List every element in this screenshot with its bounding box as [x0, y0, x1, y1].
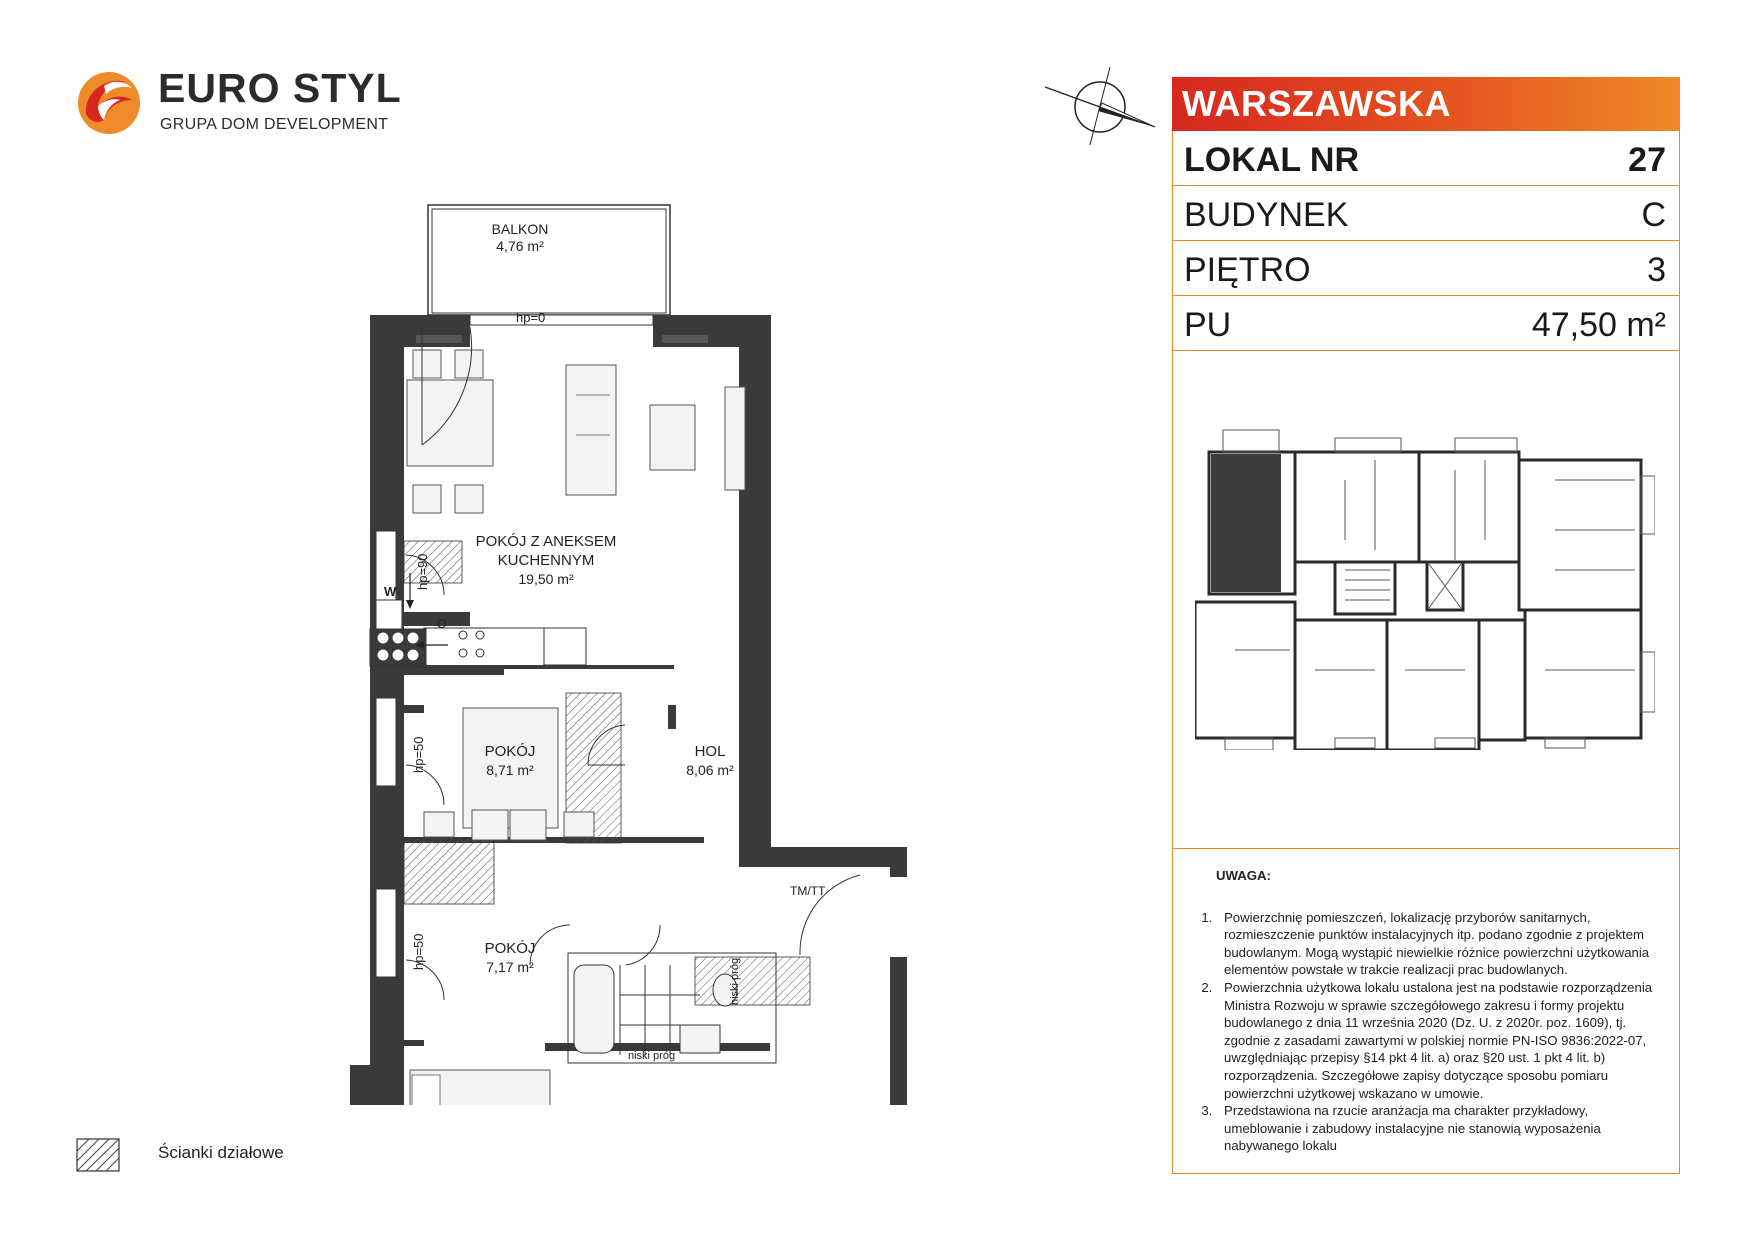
room2-area: 7,17 m²: [486, 959, 534, 975]
building-key-plan-drawing: [1195, 420, 1655, 750]
note-item: 3. Przedstawiona na rzucie aranżacja ma charakter przykładowy, umeblowanie i zabudowy instalacyjne nie stanowią wyposażenia nabywanego lokalu: [1216, 1102, 1668, 1155]
row-label: PU: [1184, 306, 1232, 344]
living-room-area: 19,50 m²: [518, 571, 574, 587]
living-room-label-2: KUCHENNYM: [497, 552, 595, 569]
notes-section: [1188, 867, 1668, 1155]
hp90-label: hp=90: [415, 553, 430, 590]
room1-label: POKÓJ: [484, 743, 536, 760]
floor-plan: [340, 195, 920, 1105]
notes-title: UWAGA:: [1216, 868, 1271, 883]
investment-header: [1172, 77, 1680, 131]
partition-wall-swatch: [76, 1138, 120, 1172]
row-label: PIĘTRO: [1184, 251, 1311, 289]
note-item: 1. Powierzchnię pomieszczeń, lokalizację przyborów sanitarnych, rozmieszczenie punktów instalacyjnych itp. podano zgodnie z projektem budowlanym. Mogą wystąpić niewielkie różnice powierzchni użytkowania elementów powstałe w trakcie realizacji prac budowlanych.: [1216, 909, 1668, 979]
row-floor: [1172, 241, 1680, 296]
brand-tagline: GRUPA DOM DEVELOPMENT: [160, 116, 389, 133]
row-usable-area: [1172, 296, 1680, 351]
balcony-outline: [428, 205, 670, 315]
row-label: BUDYNEK: [1184, 196, 1349, 234]
row-value: C: [1641, 196, 1666, 234]
hall-area: 8,06 m²: [686, 762, 734, 778]
washer-label: W: [384, 584, 397, 599]
row-value: 27: [1628, 141, 1666, 179]
low-threshold-label-1: niski próg: [628, 1050, 676, 1062]
living-room-label: POKÓJ Z ANEKSEM: [475, 533, 617, 550]
row-building: [1172, 186, 1680, 241]
room1-area: 8,71 m²: [486, 762, 534, 778]
row-value: 47,50 m²: [1531, 306, 1666, 344]
hp50-label-1: hp=50: [411, 736, 426, 773]
row-label: LOKAL NR: [1184, 141, 1360, 179]
room2-label: POKÓJ: [484, 940, 536, 957]
oven-label: O: [437, 617, 447, 631]
row-unit-number: [1172, 131, 1680, 186]
investment-name: WARSZAWSKA: [1182, 83, 1451, 124]
row-value: 3: [1647, 251, 1666, 289]
note-item: 2. Powierzchnia użytkowa lokalu ustalona jest na podstawie rozporządzenia Ministra Rozwoju w sprawie szczegółowego zakresu i formy projektu budowlanego z dnia 11 września 2020 (Dz. U. z 2020r. poz. 1609), tj. zgodnie z zasadami zawartymi w polskiej normie PN-ISO 9836:2022-07, uwzględniając przepisy §14 pkt 4 lit. a) oraz §20 ust. 1 pkt 4 lit. b) rozporządzenia. Szczegółowe zapisy dotyczące sposobu pomiaru powierzchni użytkowej wskazano w umowie.: [1216, 979, 1668, 1102]
hp0-label: hp=0: [516, 310, 546, 325]
brand-name: EURO STYL: [158, 65, 402, 111]
hall-label: HOL: [694, 743, 726, 760]
north-arrow-icon: [1040, 65, 1160, 145]
legend-label: Ścianki działowe: [158, 1143, 284, 1162]
tmtt-label: TM/TT: [790, 884, 826, 898]
euro-styl-logo-icon: [74, 70, 144, 136]
balcony-label: BALKON: [491, 221, 549, 237]
low-threshold-label-2: niski próg: [729, 957, 741, 1005]
hp50-label-2: hp=50: [411, 933, 426, 970]
balcony-area: 4,76 m²: [496, 238, 544, 254]
